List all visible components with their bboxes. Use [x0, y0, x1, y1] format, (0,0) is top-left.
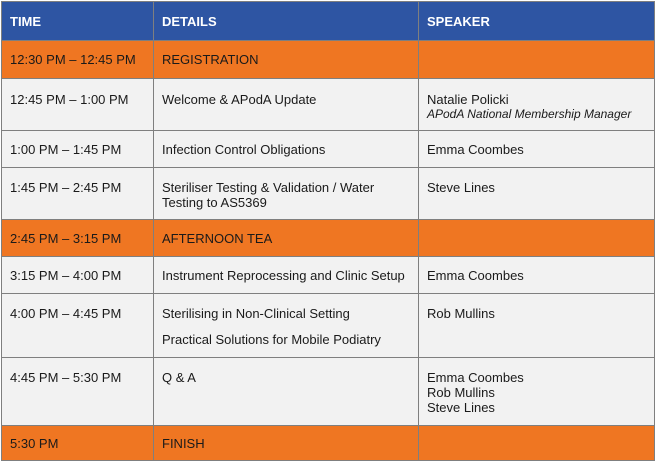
- header-details: DETAILS: [154, 2, 419, 41]
- table-row: [2, 79, 655, 131]
- row-time: 1:00 PM – 1:45 PM: [10, 141, 122, 157]
- table-row: [2, 131, 655, 168]
- row-details-line-2: Practical Solutions for Mobile Podiatry: [162, 332, 381, 347]
- table-row: [2, 257, 655, 294]
- row-time: 4:00 PM – 4:45 PM: [10, 306, 122, 321]
- header-speaker: SPEAKER: [419, 2, 655, 41]
- header-row: [2, 2, 655, 41]
- speaker-name: Steve Lines: [427, 400, 495, 415]
- row-details-line-1: Steriliser Testing & Validation / Water: [162, 180, 375, 195]
- speaker-name: Steve Lines: [427, 180, 495, 195]
- row-details: Q & A: [162, 370, 196, 385]
- agenda-table: [1, 1, 655, 461]
- row-time: 12:45 PM – 1:00 PM: [10, 92, 129, 107]
- speaker-name: Emma Coombes: [427, 141, 524, 157]
- row-time: 5:30 PM: [10, 435, 59, 451]
- row-time: 12:30 PM – 12:45 PM: [10, 52, 136, 67]
- row-time: 3:15 PM – 4:00 PM: [10, 267, 122, 283]
- row-details: AFTERNOON TEA: [162, 230, 273, 246]
- table-row: [2, 294, 655, 358]
- speaker-name: Natalie Policki: [427, 92, 509, 107]
- speaker-name: Rob Mullins: [427, 385, 495, 400]
- table-row: [2, 41, 655, 79]
- table-row: [2, 358, 655, 426]
- row-details-line-1: Sterilising in Non-Clinical Setting: [162, 306, 350, 321]
- row-time: 1:45 PM – 2:45 PM: [10, 180, 122, 195]
- row-details: Welcome & APodA Update: [162, 92, 317, 107]
- row-details: Instrument Reprocessing and Clinic Setup: [162, 267, 405, 283]
- row-details: Infection Control Obligations: [162, 141, 326, 157]
- speaker-name: Emma Coombes: [427, 267, 524, 283]
- table-row: [2, 168, 655, 220]
- speaker-role: APodA National Membership Manager: [427, 107, 632, 121]
- speaker-name: Rob Mullins: [427, 306, 495, 321]
- table-row: [2, 220, 655, 257]
- row-time: 4:45 PM – 5:30 PM: [10, 370, 122, 385]
- row-time: 2:45 PM – 3:15 PM: [10, 230, 122, 246]
- header-time: TIME: [2, 2, 154, 41]
- table-row: [2, 426, 655, 461]
- row-details: FINISH: [162, 435, 205, 451]
- speaker-name: Emma Coombes: [427, 370, 524, 385]
- row-details-line-2: Testing to AS5369: [162, 195, 267, 210]
- row-details: REGISTRATION: [162, 52, 259, 67]
